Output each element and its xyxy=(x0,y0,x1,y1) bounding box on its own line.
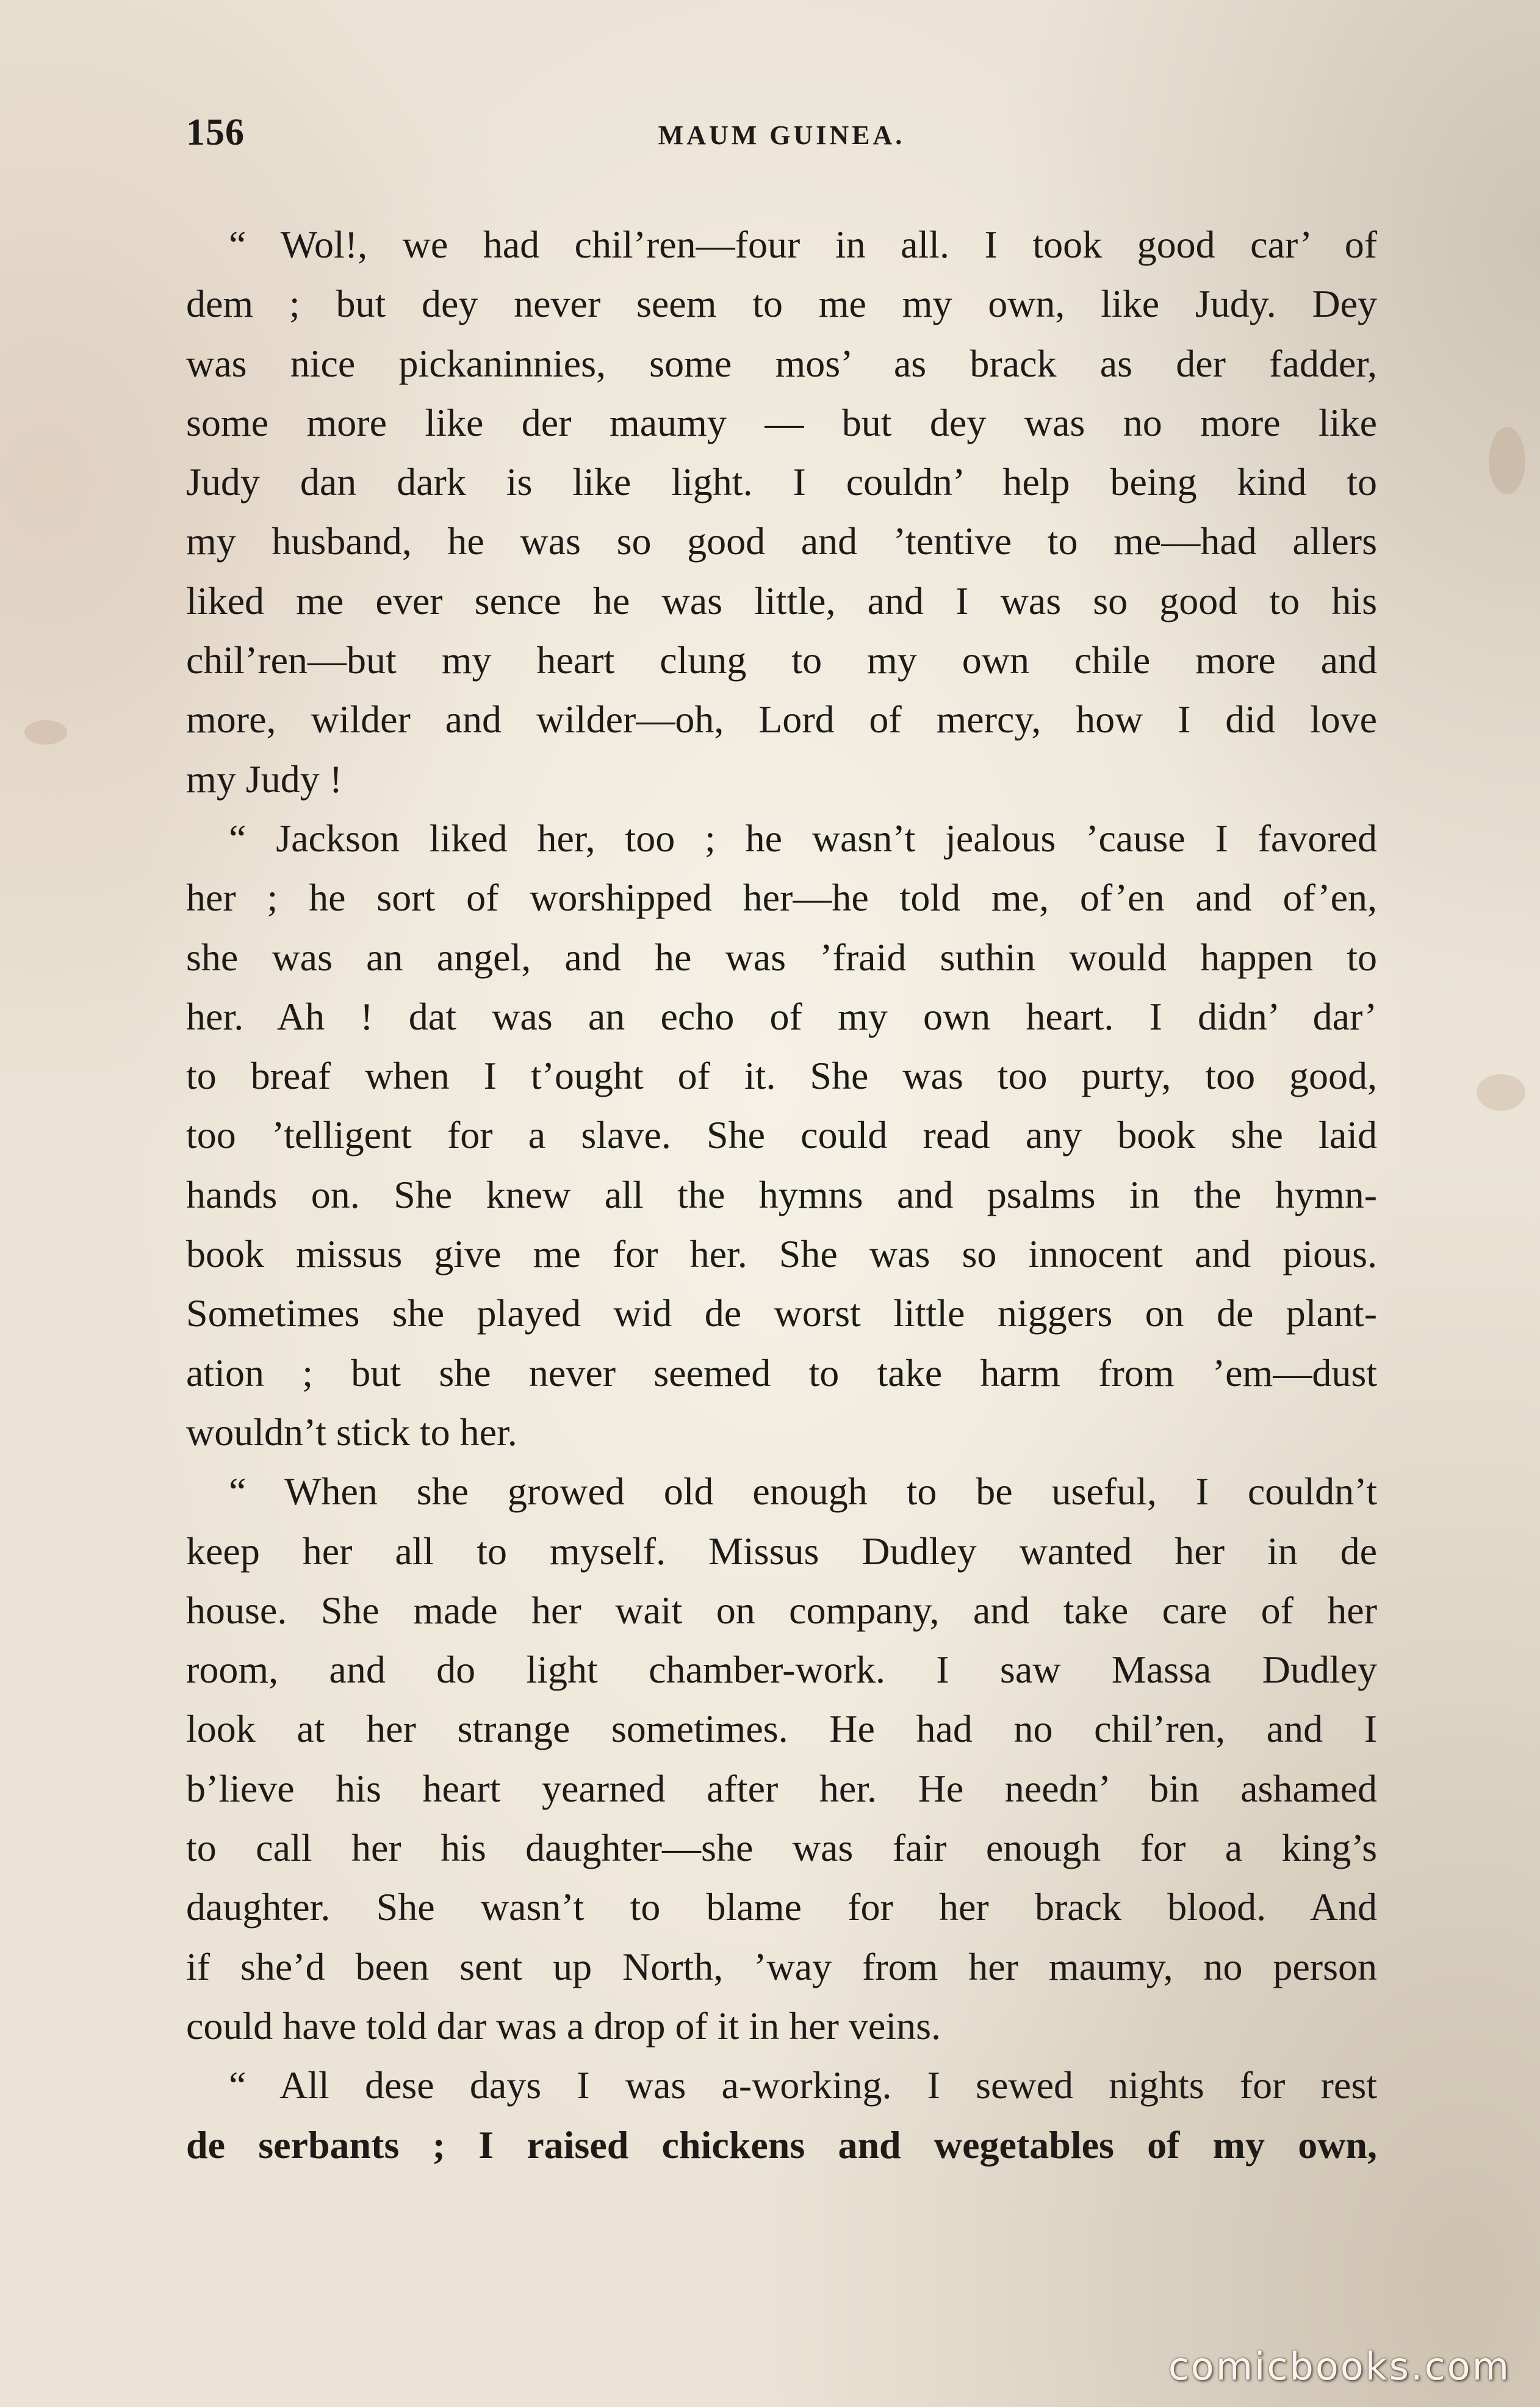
body-text xyxy=(186,215,1377,2174)
watermark-logo: comicbooks.com xyxy=(1168,2344,1511,2389)
paragraph-4 xyxy=(186,2055,1377,2174)
text-line: room, and do light chamber-work. I saw Massa Dudley xyxy=(186,1648,1377,1692)
text-line: liked me ever sence he was little, and I was so good to his xyxy=(186,579,1377,622)
text-line: chil’ren—but my heart clung to my own chile more and xyxy=(186,638,1377,682)
text-line: “ Wol!, we had chil’ren—four in all. I took good car’ of xyxy=(229,223,1377,266)
text-line: to breaf when I t’ought of it. She was too purty, too good, xyxy=(186,1054,1377,1098)
paragraph-1 xyxy=(186,215,1377,809)
text-line: she was an angel, and he was ’fraid suthin would happen to xyxy=(186,935,1377,979)
text-line: some more like der maumy — but dey was no more like xyxy=(186,400,1377,444)
text-line: “ When she growed old enough to be useful, I couldn’t xyxy=(229,1470,1377,1514)
text-line: hands on. She knew all the hymns and psalms in the hymn- xyxy=(186,1172,1377,1216)
text-line: her. Ah ! dat was an echo of my own heart. I didn’ dar’ xyxy=(186,994,1377,1038)
text-line: if she’d been sent up North, ’way from her maumy, no person xyxy=(186,1944,1377,1988)
text-line: ation ; but she never seemed to take harm from ’em—dust xyxy=(186,1351,1377,1395)
text-line: look at her strange sometimes. He had no chil’ren, and I xyxy=(186,1707,1377,1751)
text-line: dem ; but dey never seem to me my own, like Judy. Dey xyxy=(186,282,1377,326)
text-line: wouldn’t stick to her. xyxy=(186,1410,517,1454)
text-line: keep her all to myself. Missus Dudley wanted her in de xyxy=(186,1529,1377,1573)
foxing-spot xyxy=(1477,1074,1525,1111)
text-line: my Judy ! xyxy=(186,757,342,801)
text-line: was nice pickaninnies, some mos’ as brack as der fadder, xyxy=(186,341,1377,385)
text-line: de serbants ; I raised chickens and wegetables of my own, xyxy=(186,2123,1377,2167)
page-header xyxy=(186,111,1377,160)
running-head: MAUM GUINEA. xyxy=(658,120,905,150)
paragraph-2 xyxy=(186,809,1377,1462)
foxing-spot xyxy=(1489,427,1525,494)
text-line: could have told dar was a drop of it in her veins. xyxy=(186,2004,941,2048)
text-line: daughter. She wasn’t to blame for her brack blood. And xyxy=(186,1885,1377,1929)
text-line: book missus give me for her. She was so innocent and pious. xyxy=(186,1232,1377,1276)
text-line: b’lieve his heart yearned after her. He needn’ bin ashamed xyxy=(186,1766,1377,1810)
text-line: her ; he sort of worshipped her—he told me, of’en and of’en, xyxy=(186,876,1377,920)
page-number: 156 xyxy=(186,112,245,153)
text-line: too ’telligent for a slave. She could read any book she laid xyxy=(186,1113,1377,1157)
text-line: to call her his daughter—she was fair enough for a king’s xyxy=(186,1826,1377,1870)
text-line: Sometimes she played wid de worst little niggers on de plant- xyxy=(186,1291,1377,1335)
text-line: Judy dan dark is like light. I couldn’ help being kind to xyxy=(186,460,1377,504)
text-line: “ Jackson liked her, too ; he wasn’t jealous ’cause I favored xyxy=(229,816,1377,860)
text-line: “ All dese days I was a-working. I sewed nights for rest xyxy=(229,2063,1377,2107)
foxing-spot xyxy=(24,720,67,745)
text-line: house. She made her wait on company, and take care of her xyxy=(186,1588,1377,1632)
text-line: my husband, he was so good and ’tentive to me—had allers xyxy=(186,519,1377,563)
text-line: more, wilder and wilder—oh, Lord of mercy, how I did love xyxy=(186,698,1377,742)
paragraph-3 xyxy=(186,1462,1377,2055)
